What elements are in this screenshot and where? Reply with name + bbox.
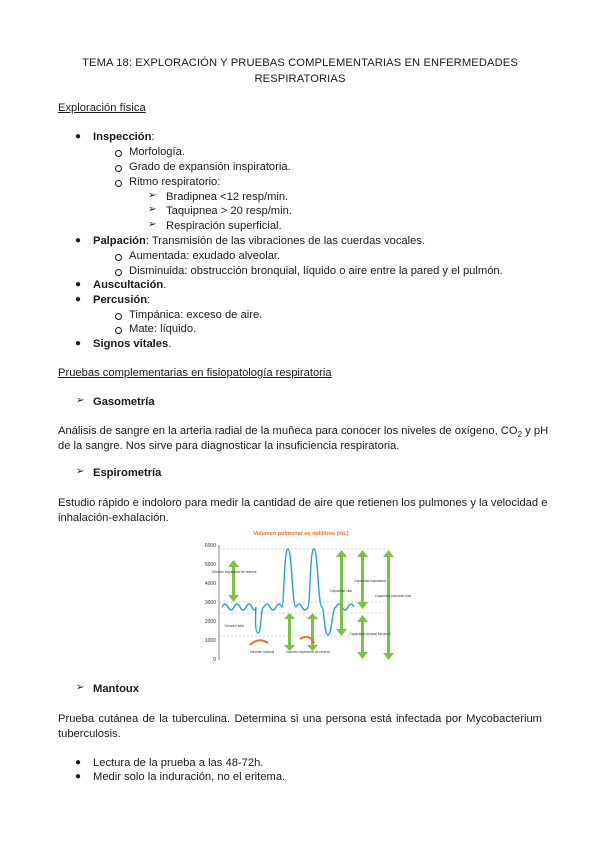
arrow-head <box>357 550 368 557</box>
page-title <box>40 55 560 87</box>
gasometria-text-line-1: Análisis de sangre en la arteria radial de la muñeca para conocer los niveles de oxígeno, $CO_2$ y pH <box>58 425 549 440</box>
label-crf: Capacidad residual funcional <box>349 632 391 636</box>
circle-bullet-icon <box>115 327 122 334</box>
mantoux-text-line-1: Prueba cutánea de la tuberculina. Determina si una persona está infectada por Mycobacterium <box>58 713 542 725</box>
circle-bullet-icon <box>115 180 122 187</box>
arrow-bullet-icon: ➢ <box>76 682 85 693</box>
inspeccion-item: Inspección: <box>93 131 155 143</box>
list-item: Timpánica: exceso de aire. <box>129 309 263 321</box>
gasometria-text-line-2: de la sangre. Nos sirve para diagnosticar la insuficiencia respiratoria. <box>58 440 400 452</box>
arrow-bullet-icon: ➢ <box>76 395 85 406</box>
arrow-bar <box>387 557 390 653</box>
list-item: Respiración superficial. <box>166 220 282 232</box>
list-item: Lectura de la prueba a las 48-72h. <box>93 757 264 769</box>
espirometria-heading: Espirometría <box>93 467 162 479</box>
arrow-head <box>336 550 347 557</box>
y-tick: 6000 <box>204 543 216 549</box>
circle-bullet-icon <box>115 269 122 276</box>
arrow-bullet-icon: ➢ <box>148 204 157 215</box>
list-item: Medir solo la induración, no el eritema. <box>93 771 286 783</box>
list-item: Grado de expansión inspiratoria. <box>129 161 291 173</box>
arrow-head <box>383 653 394 660</box>
lung-volume-figure <box>196 527 412 663</box>
label-ci: Capacidad inspiratoria <box>354 579 386 583</box>
arrow-head <box>357 615 368 622</box>
espirometria-text-line-2: inhalación-exhalación. <box>58 512 169 524</box>
label-cpt: Capacidad pulmonar total <box>374 594 412 598</box>
list-item: Ritmo respiratorio: <box>129 176 221 188</box>
auscultacion-item: Auscultación. <box>93 279 167 291</box>
y-tick: 5000 <box>204 562 216 568</box>
bullet-icon: ● <box>75 294 82 305</box>
arrow-bullet-icon: ➢ <box>148 219 157 230</box>
y-tick: 1000 <box>204 638 216 644</box>
title-line-2: RESPIRATORIAS <box>254 73 346 85</box>
arrow-bullet-icon: ➢ <box>76 466 85 477</box>
list-item: Aumentada: exudado alveolar. <box>129 250 281 262</box>
y-tick: 3000 <box>204 600 216 606</box>
bullet-icon: ● <box>75 131 82 142</box>
arrow-bar <box>361 622 364 652</box>
label-vir: Volumen inspiratorio de reserva <box>211 570 257 574</box>
arrow-bullet-icon: ➢ <box>148 190 157 201</box>
y-tick: 0 <box>213 657 216 663</box>
label-cv: Capacidad vital <box>330 589 352 593</box>
signos-item: Signos vitales. <box>93 338 172 350</box>
section-exploracion-heading: Exploración física <box>58 102 146 114</box>
label-vt: Volumen tidal <box>224 624 244 628</box>
section-pruebas-heading: Pruebas complementarias en fisiopatología respiratoria <box>58 367 332 379</box>
label-ver: Volumen espiratorio de reserva <box>285 650 331 654</box>
circle-bullet-icon <box>115 150 122 157</box>
arrow-bar <box>288 619 291 645</box>
list-item: Taquipnea > 20 resp/min. <box>166 205 292 217</box>
figure-title: Volumen pulmonar en mililitros (mL) <box>253 531 349 537</box>
arrow-head <box>357 652 368 659</box>
y-tick: 4000 <box>204 581 216 587</box>
bullet-icon: ● <box>75 279 82 290</box>
list-item: Bradipnea <12 resp/min. <box>166 191 289 203</box>
gasometria-heading: Gasometría <box>93 396 155 408</box>
label-vr: Volumen residual <box>249 650 275 654</box>
arrow-head <box>357 602 368 609</box>
bullet-icon: ● <box>75 235 82 246</box>
circle-bullet-icon <box>115 165 122 172</box>
palpacion-item: Palpación: Transmisión de las vibraciones de las cuerdas vocales. <box>93 235 426 247</box>
arrow-bar <box>340 557 343 629</box>
espirometria-text-line-1: Estudio rápido e indoloro para medir la cantidad de aire que retienen los pulmones y la velocidad e <box>58 497 548 509</box>
mantoux-text-line-2: tuberculosis. <box>58 728 121 740</box>
percusion-item: Percusión: <box>93 294 151 306</box>
arrow-head <box>228 595 239 602</box>
bullet-icon: ● <box>75 757 82 768</box>
arrow-head <box>228 560 239 567</box>
list-item: Mate: líquido. <box>129 323 197 335</box>
bullet-icon: ● <box>75 338 82 349</box>
circle-bullet-icon <box>115 313 122 320</box>
arrow-head <box>336 629 347 636</box>
list-item: Morfología. <box>129 146 185 158</box>
y-tick: 2000 <box>204 619 216 625</box>
arrow-head <box>307 613 318 619</box>
title-line-1: TEMA 18: EXPLORACIÓN Y PRUEBAS COMPLEMENTARIAS EN ENFERMEDADES <box>82 57 518 69</box>
arrow-head <box>383 550 394 557</box>
arrow-head <box>284 613 295 619</box>
bullet-icon: ● <box>75 771 82 782</box>
circle-bullet-icon <box>115 254 122 261</box>
list-item: Disminuida: obstrucción bronquial, líquido o aire entre la pared y el pulmón. <box>129 265 503 277</box>
mantoux-heading: Mantoux <box>93 683 139 695</box>
orange-arrow <box>250 640 268 645</box>
